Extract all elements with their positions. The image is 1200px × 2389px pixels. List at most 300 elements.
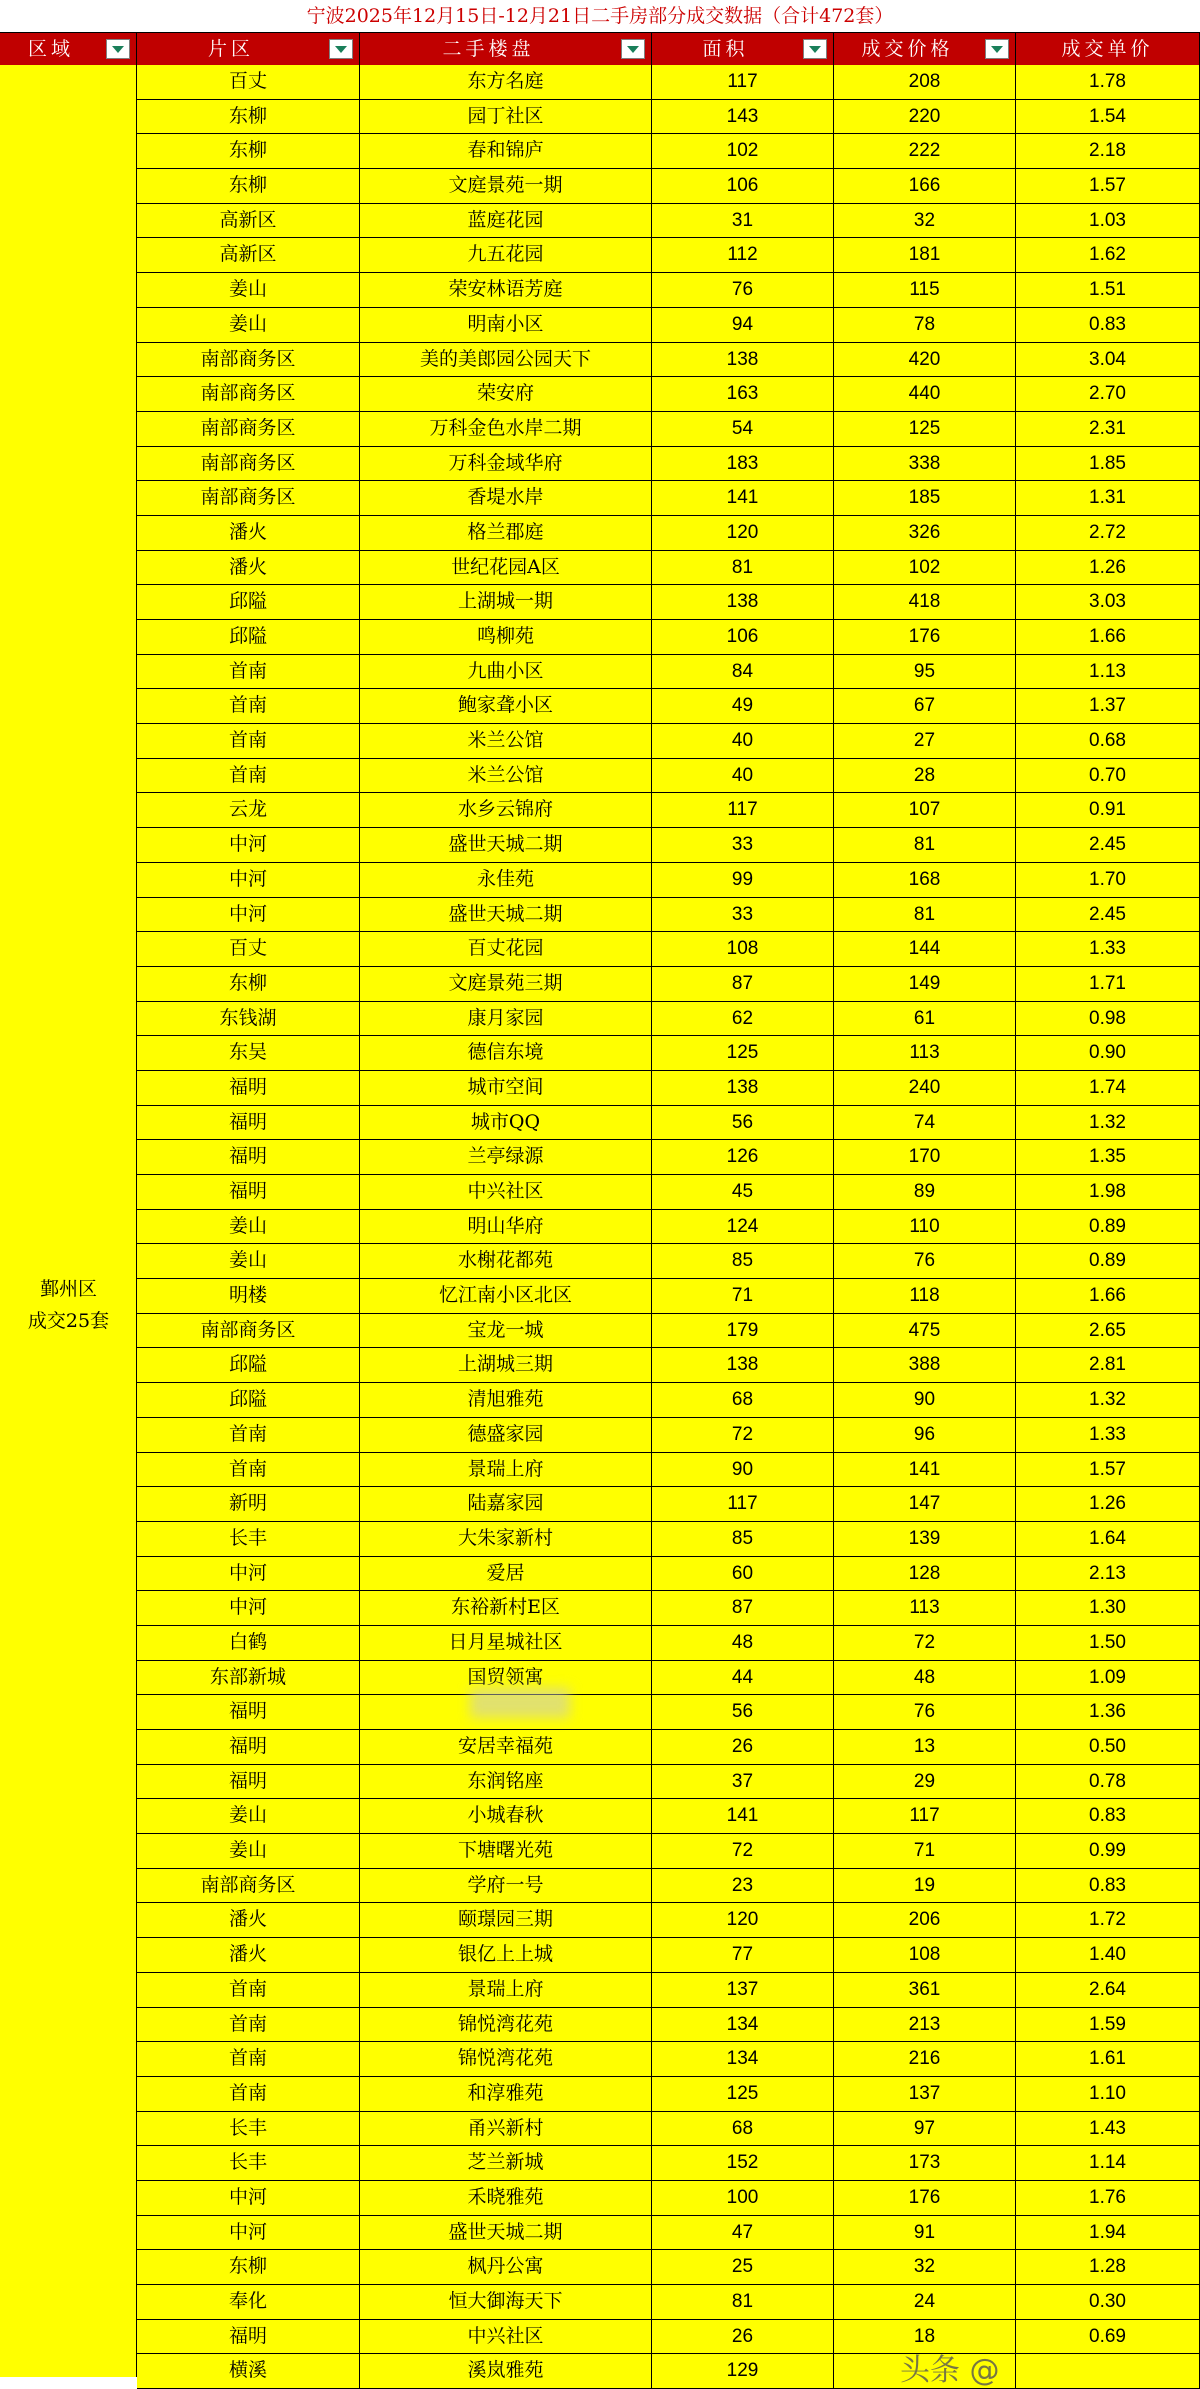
table-row[interactable]: [137, 1695, 1200, 1730]
estate-cell[interactable]: 学府一号: [360, 1869, 652, 1903]
table-row[interactable]: [137, 1314, 1200, 1349]
unit-price-cell[interactable]: 2.31: [1016, 412, 1200, 446]
price-cell[interactable]: 102: [834, 551, 1016, 585]
area-cell[interactable]: 首南: [137, 1418, 360, 1452]
estate-cell[interactable]: 园丁社区: [360, 100, 652, 134]
table-row[interactable]: [137, 1834, 1200, 1869]
table-row[interactable]: [137, 620, 1200, 655]
table-row[interactable]: [137, 481, 1200, 516]
area-cell[interactable]: 高新区: [137, 204, 360, 238]
size-cell[interactable]: 85: [652, 1244, 834, 1278]
size-cell[interactable]: 124: [652, 1210, 834, 1244]
size-cell[interactable]: 77: [652, 1938, 834, 1972]
size-cell[interactable]: 99: [652, 863, 834, 897]
size-cell[interactable]: 68: [652, 2112, 834, 2146]
unit-price-cell[interactable]: 1.10: [1016, 2077, 1200, 2111]
header-unit-price[interactable]: [1016, 33, 1200, 65]
table-row[interactable]: [137, 793, 1200, 828]
table-row[interactable]: [137, 1418, 1200, 1453]
price-cell[interactable]: 137: [834, 2077, 1016, 2111]
unit-price-cell[interactable]: 0.89: [1016, 1244, 1200, 1278]
size-cell[interactable]: 138: [652, 1348, 834, 1382]
size-cell[interactable]: 45: [652, 1175, 834, 1209]
unit-price-cell[interactable]: 1.33: [1016, 932, 1200, 966]
price-cell[interactable]: 91: [834, 2216, 1016, 2250]
size-cell[interactable]: 141: [652, 1799, 834, 1833]
unit-price-cell[interactable]: 0.90: [1016, 1036, 1200, 1070]
price-cell[interactable]: 418: [834, 585, 1016, 619]
size-cell[interactable]: 137: [652, 1973, 834, 2007]
unit-price-cell[interactable]: 1.40: [1016, 1938, 1200, 1972]
estate-cell[interactable]: 东润铭座: [360, 1765, 652, 1799]
size-cell[interactable]: 54: [652, 412, 834, 446]
price-cell[interactable]: 72: [834, 1626, 1016, 1660]
unit-price-cell[interactable]: 2.64: [1016, 1973, 1200, 2007]
size-cell[interactable]: 90: [652, 1453, 834, 1487]
unit-price-cell[interactable]: 1.76: [1016, 2181, 1200, 2215]
area-cell[interactable]: 福明: [137, 1765, 360, 1799]
estate-cell[interactable]: 宝龙一城: [360, 1314, 652, 1348]
estate-cell[interactable]: 兰亭绿源: [360, 1140, 652, 1174]
area-cell[interactable]: 白鹤: [137, 1626, 360, 1660]
area-cell[interactable]: 东钱湖: [137, 1002, 360, 1036]
area-cell[interactable]: 奉化: [137, 2285, 360, 2319]
area-cell[interactable]: 中河: [137, 1591, 360, 1625]
table-row[interactable]: [137, 134, 1200, 169]
estate-cell[interactable]: 鲍家聋小区: [360, 689, 652, 723]
unit-price-cell[interactable]: 2.70: [1016, 377, 1200, 411]
area-cell[interactable]: 东柳: [137, 169, 360, 203]
area-cell[interactable]: 福明: [137, 1175, 360, 1209]
estate-cell[interactable]: 锦悦湾花苑: [360, 2042, 652, 2076]
unit-price-cell[interactable]: 1.66: [1016, 1279, 1200, 1313]
area-cell[interactable]: 南部商务区: [137, 447, 360, 481]
size-cell[interactable]: 112: [652, 238, 834, 272]
unit-price-cell[interactable]: 2.18: [1016, 134, 1200, 168]
estate-cell[interactable]: 小城春秋: [360, 1799, 652, 1833]
unit-price-cell[interactable]: 2.45: [1016, 828, 1200, 862]
estate-cell[interactable]: 东裕新村E区: [360, 1591, 652, 1625]
table-row[interactable]: [137, 967, 1200, 1002]
size-cell[interactable]: 125: [652, 2077, 834, 2111]
price-cell[interactable]: 208: [834, 65, 1016, 99]
unit-price-cell[interactable]: 0.83: [1016, 308, 1200, 342]
unit-price-cell[interactable]: 0.69: [1016, 2320, 1200, 2354]
size-cell[interactable]: 76: [652, 273, 834, 307]
area-cell[interactable]: 中河: [137, 1557, 360, 1591]
size-cell[interactable]: 31: [652, 204, 834, 238]
size-cell[interactable]: 26: [652, 2320, 834, 2354]
table-row[interactable]: [137, 1973, 1200, 2008]
estate-cell[interactable]: 上湖城三期: [360, 1348, 652, 1382]
price-cell[interactable]: 32: [834, 204, 1016, 238]
unit-price-cell[interactable]: 1.64: [1016, 1522, 1200, 1556]
unit-price-cell[interactable]: 0.30: [1016, 2285, 1200, 2319]
price-cell[interactable]: 18: [834, 2320, 1016, 2354]
table-row[interactable]: [137, 204, 1200, 239]
estate-cell[interactable]: 下塘曙光苑: [360, 1834, 652, 1868]
table-row[interactable]: [137, 932, 1200, 967]
estate-cell[interactable]: 蓝庭花园: [360, 204, 652, 238]
price-cell[interactable]: 338: [834, 447, 1016, 481]
area-cell[interactable]: 东柳: [137, 2250, 360, 2284]
estate-cell[interactable]: 城市QQ: [360, 1106, 652, 1140]
area-cell[interactable]: 百丈: [137, 65, 360, 99]
table-row[interactable]: [137, 1487, 1200, 1522]
area-cell[interactable]: 中河: [137, 2181, 360, 2215]
area-cell[interactable]: 南部商务区: [137, 481, 360, 515]
table-row[interactable]: [137, 1730, 1200, 1765]
size-cell[interactable]: 87: [652, 1591, 834, 1625]
area-cell[interactable]: 福明: [137, 1140, 360, 1174]
unit-price-cell[interactable]: 1.03: [1016, 204, 1200, 238]
unit-price-cell[interactable]: 1.71: [1016, 967, 1200, 1001]
price-cell[interactable]: 13: [834, 1730, 1016, 1764]
table-row[interactable]: [137, 447, 1200, 482]
estate-cell[interactable]: 景瑞上府: [360, 1453, 652, 1487]
unit-price-cell[interactable]: 1.66: [1016, 620, 1200, 654]
table-row[interactable]: [137, 1903, 1200, 1938]
table-row[interactable]: [137, 1348, 1200, 1383]
estate-cell[interactable]: 城市空间: [360, 1071, 652, 1105]
size-cell[interactable]: 37: [652, 1765, 834, 1799]
size-cell[interactable]: 102: [652, 134, 834, 168]
table-row[interactable]: [137, 1106, 1200, 1141]
estate-cell[interactable]: 鸣柳苑: [360, 620, 652, 654]
header-district[interactable]: [0, 33, 137, 65]
estate-cell[interactable]: 文庭景苑三期: [360, 967, 652, 1001]
price-cell[interactable]: 48: [834, 1661, 1016, 1695]
size-cell[interactable]: 60: [652, 1557, 834, 1591]
price-cell[interactable]: 24: [834, 2285, 1016, 2319]
unit-price-cell[interactable]: 1.33: [1016, 1418, 1200, 1452]
price-cell[interactable]: 176: [834, 620, 1016, 654]
price-cell[interactable]: 19: [834, 1869, 1016, 1903]
size-cell[interactable]: 106: [652, 620, 834, 654]
table-row[interactable]: [137, 2112, 1200, 2147]
area-cell[interactable]: 姜山: [137, 1834, 360, 1868]
size-cell[interactable]: 117: [652, 1487, 834, 1521]
table-row[interactable]: [137, 585, 1200, 620]
unit-price-cell[interactable]: 1.28: [1016, 2250, 1200, 2284]
unit-price-cell[interactable]: 2.72: [1016, 516, 1200, 550]
price-cell[interactable]: 168: [834, 863, 1016, 897]
unit-price-cell[interactable]: 1.85: [1016, 447, 1200, 481]
unit-price-cell[interactable]: 3.04: [1016, 343, 1200, 377]
unit-price-cell[interactable]: 0.68: [1016, 724, 1200, 758]
area-cell[interactable]: 长丰: [137, 2112, 360, 2146]
size-cell[interactable]: 126: [652, 1140, 834, 1174]
table-row[interactable]: [137, 1869, 1200, 1904]
size-cell[interactable]: 25: [652, 2250, 834, 2284]
size-cell[interactable]: 40: [652, 724, 834, 758]
area-cell[interactable]: 姜山: [137, 1799, 360, 1833]
estate-cell[interactable]: 康月家园: [360, 1002, 652, 1036]
size-cell[interactable]: 85: [652, 1522, 834, 1556]
area-cell[interactable]: 横溪: [137, 2354, 360, 2388]
size-cell[interactable]: 87: [652, 967, 834, 1001]
size-cell[interactable]: 117: [652, 793, 834, 827]
estate-cell[interactable]: 盛世天城二期: [360, 898, 652, 932]
table-row[interactable]: [137, 1140, 1200, 1175]
unit-price-cell[interactable]: 0.83: [1016, 1799, 1200, 1833]
table-row[interactable]: [137, 1244, 1200, 1279]
area-cell[interactable]: 中河: [137, 828, 360, 862]
table-row[interactable]: [137, 1175, 1200, 1210]
area-cell[interactable]: 姜山: [137, 1244, 360, 1278]
area-cell[interactable]: 首南: [137, 724, 360, 758]
price-cell[interactable]: 149: [834, 967, 1016, 1001]
estate-cell[interactable]: 荣安林语芳庭: [360, 273, 652, 307]
area-cell[interactable]: 姜山: [137, 1210, 360, 1244]
price-cell[interactable]: 475: [834, 1314, 1016, 1348]
price-cell[interactable]: 170: [834, 1140, 1016, 1174]
table-row[interactable]: [137, 412, 1200, 447]
unit-price-cell[interactable]: 1.50: [1016, 1626, 1200, 1660]
area-cell[interactable]: 首南: [137, 2008, 360, 2042]
unit-price-cell[interactable]: 0.70: [1016, 759, 1200, 793]
table-row[interactable]: [137, 2320, 1200, 2355]
size-cell[interactable]: 163: [652, 377, 834, 411]
estate-cell[interactable]: 春和锦庐: [360, 134, 652, 168]
price-cell[interactable]: 220: [834, 100, 1016, 134]
price-cell[interactable]: 185: [834, 481, 1016, 515]
unit-price-cell[interactable]: 0.99: [1016, 1834, 1200, 1868]
unit-price-cell[interactable]: 1.26: [1016, 1487, 1200, 1521]
table-row[interactable]: [137, 689, 1200, 724]
size-cell[interactable]: 68: [652, 1383, 834, 1417]
unit-price-cell[interactable]: 2.13: [1016, 1557, 1200, 1591]
unit-price-cell[interactable]: 1.98: [1016, 1175, 1200, 1209]
table-row[interactable]: [137, 238, 1200, 273]
estate-cell[interactable]: 锦悦湾花苑: [360, 2008, 652, 2042]
area-cell[interactable]: 潘火: [137, 516, 360, 550]
area-cell[interactable]: 南部商务区: [137, 1869, 360, 1903]
area-cell[interactable]: 邱隘: [137, 1383, 360, 1417]
size-cell[interactable]: 84: [652, 655, 834, 689]
price-cell[interactable]: 97: [834, 2112, 1016, 2146]
area-cell[interactable]: 南部商务区: [137, 377, 360, 411]
size-cell[interactable]: 33: [652, 898, 834, 932]
price-cell[interactable]: 125: [834, 412, 1016, 446]
price-cell[interactable]: 222: [834, 134, 1016, 168]
region-merged-cell[interactable]: [0, 65, 137, 2377]
price-cell[interactable]: 71: [834, 1834, 1016, 1868]
estate-cell[interactable]: 德盛家园: [360, 1418, 652, 1452]
size-cell[interactable]: 72: [652, 1418, 834, 1452]
estate-cell[interactable]: 景瑞上府: [360, 1973, 652, 2007]
area-cell[interactable]: 潘火: [137, 551, 360, 585]
area-cell[interactable]: 新明: [137, 1487, 360, 1521]
filter-dropdown-icon[interactable]: [985, 39, 1009, 59]
table-row[interactable]: [137, 1036, 1200, 1071]
price-cell[interactable]: 388: [834, 1348, 1016, 1382]
unit-price-cell[interactable]: 1.43: [1016, 2112, 1200, 2146]
area-cell[interactable]: 百丈: [137, 932, 360, 966]
size-cell[interactable]: 56: [652, 1106, 834, 1140]
size-cell[interactable]: 47: [652, 2216, 834, 2250]
estate-cell[interactable]: 和淳雅苑: [360, 2077, 652, 2111]
estate-cell[interactable]: 禾晓雅苑: [360, 2181, 652, 2215]
unit-price-cell[interactable]: 0.89: [1016, 1210, 1200, 1244]
area-cell[interactable]: 长丰: [137, 1522, 360, 1556]
estate-cell[interactable]: 明山华府: [360, 1210, 652, 1244]
table-row[interactable]: [137, 1557, 1200, 1592]
table-row[interactable]: [137, 551, 1200, 586]
area-cell[interactable]: 首南: [137, 689, 360, 723]
header-price[interactable]: [834, 33, 1016, 65]
size-cell[interactable]: 120: [652, 1903, 834, 1937]
size-cell[interactable]: 23: [652, 1869, 834, 1903]
price-cell[interactable]: 166: [834, 169, 1016, 203]
estate-cell[interactable]: 大朱家新村: [360, 1522, 652, 1556]
size-cell[interactable]: 106: [652, 169, 834, 203]
estate-cell[interactable]: 日月星城社区: [360, 1626, 652, 1660]
area-cell[interactable]: 云龙: [137, 793, 360, 827]
unit-price-cell[interactable]: 1.57: [1016, 169, 1200, 203]
unit-price-cell[interactable]: 0.50: [1016, 1730, 1200, 1764]
table-row[interactable]: [137, 724, 1200, 759]
area-cell[interactable]: 东柳: [137, 967, 360, 1001]
price-cell[interactable]: 176: [834, 2181, 1016, 2215]
unit-price-cell[interactable]: 0.98: [1016, 1002, 1200, 1036]
area-cell[interactable]: 东柳: [137, 100, 360, 134]
table-row[interactable]: [137, 759, 1200, 794]
unit-price-cell[interactable]: 3.03: [1016, 585, 1200, 619]
area-cell[interactable]: 福明: [137, 2320, 360, 2354]
price-cell[interactable]: 216: [834, 2042, 1016, 2076]
price-cell[interactable]: 173: [834, 2146, 1016, 2180]
size-cell[interactable]: 129: [652, 2354, 834, 2388]
estate-cell[interactable]: 颐璟园三期: [360, 1903, 652, 1937]
unit-price-cell[interactable]: 1.59: [1016, 2008, 1200, 2042]
unit-price-cell[interactable]: [1016, 2354, 1200, 2388]
table-row[interactable]: [137, 2285, 1200, 2320]
price-cell[interactable]: 139: [834, 1522, 1016, 1556]
price-cell[interactable]: 181: [834, 238, 1016, 272]
unit-price-cell[interactable]: 1.30: [1016, 1591, 1200, 1625]
estate-cell[interactable]: 陆嘉家园: [360, 1487, 652, 1521]
unit-price-cell[interactable]: 0.78: [1016, 1765, 1200, 1799]
unit-price-cell[interactable]: 0.91: [1016, 793, 1200, 827]
price-cell[interactable]: 27: [834, 724, 1016, 758]
price-cell[interactable]: 81: [834, 898, 1016, 932]
table-row[interactable]: [137, 2216, 1200, 2251]
table-row[interactable]: [137, 1002, 1200, 1037]
area-cell[interactable]: 潘火: [137, 1903, 360, 1937]
size-cell[interactable]: 125: [652, 1036, 834, 1070]
estate-cell[interactable]: 荣安府: [360, 377, 652, 411]
area-cell[interactable]: 中河: [137, 2216, 360, 2250]
area-cell[interactable]: 高新区: [137, 238, 360, 272]
price-cell[interactable]: 96: [834, 1418, 1016, 1452]
filter-dropdown-icon[interactable]: [803, 39, 827, 59]
estate-cell[interactable]: 万科金域华府: [360, 447, 652, 481]
unit-price-cell[interactable]: 1.94: [1016, 2216, 1200, 2250]
area-cell[interactable]: 东柳: [137, 134, 360, 168]
price-cell[interactable]: 113: [834, 1036, 1016, 1070]
estate-cell[interactable]: 清旭雅苑: [360, 1383, 652, 1417]
price-cell[interactable]: 32: [834, 2250, 1016, 2284]
area-cell[interactable]: 福明: [137, 1695, 360, 1729]
unit-price-cell[interactable]: 1.70: [1016, 863, 1200, 897]
area-cell[interactable]: 东部新城: [137, 1661, 360, 1695]
area-cell[interactable]: 首南: [137, 2077, 360, 2111]
size-cell[interactable]: 40: [652, 759, 834, 793]
price-cell[interactable]: 67: [834, 689, 1016, 723]
estate-cell[interactable]: 米兰公馆: [360, 759, 652, 793]
table-row[interactable]: [137, 2181, 1200, 2216]
unit-price-cell[interactable]: 0.83: [1016, 1869, 1200, 1903]
size-cell[interactable]: 134: [652, 2042, 834, 2076]
size-cell[interactable]: 152: [652, 2146, 834, 2180]
price-cell[interactable]: 90: [834, 1383, 1016, 1417]
table-row[interactable]: [137, 2077, 1200, 2112]
size-cell[interactable]: 71: [652, 1279, 834, 1313]
unit-price-cell[interactable]: 1.72: [1016, 1903, 1200, 1937]
price-cell[interactable]: 107: [834, 793, 1016, 827]
table-row[interactable]: [137, 1938, 1200, 1973]
size-cell[interactable]: 138: [652, 585, 834, 619]
size-cell[interactable]: 120: [652, 516, 834, 550]
size-cell[interactable]: 138: [652, 343, 834, 377]
unit-price-cell[interactable]: 1.36: [1016, 1695, 1200, 1729]
estate-cell[interactable]: 恒大御海天下: [360, 2285, 652, 2319]
table-row[interactable]: [137, 343, 1200, 378]
area-cell[interactable]: 邱隘: [137, 1348, 360, 1382]
unit-price-cell[interactable]: 2.81: [1016, 1348, 1200, 1382]
price-cell[interactable]: 420: [834, 343, 1016, 377]
price-cell[interactable]: 28: [834, 759, 1016, 793]
estate-cell[interactable]: 溪岚雅苑: [360, 2354, 652, 2388]
price-cell[interactable]: 147: [834, 1487, 1016, 1521]
price-cell[interactable]: 117: [834, 1799, 1016, 1833]
unit-price-cell[interactable]: 1.32: [1016, 1106, 1200, 1140]
area-cell[interactable]: 东吴: [137, 1036, 360, 1070]
size-cell[interactable]: 56: [652, 1695, 834, 1729]
table-row[interactable]: [137, 2042, 1200, 2077]
area-cell[interactable]: 南部商务区: [137, 412, 360, 446]
size-cell[interactable]: 143: [652, 100, 834, 134]
filter-dropdown-icon[interactable]: [621, 39, 645, 59]
price-cell[interactable]: 81: [834, 828, 1016, 862]
price-cell[interactable]: 128: [834, 1557, 1016, 1591]
area-cell[interactable]: 邱隘: [137, 585, 360, 619]
price-cell[interactable]: 113: [834, 1591, 1016, 1625]
table-row[interactable]: [137, 1765, 1200, 1800]
estate-cell[interactable]: 美的美郎园公园天下: [360, 343, 652, 377]
unit-price-cell[interactable]: 2.45: [1016, 898, 1200, 932]
price-cell[interactable]: 95: [834, 655, 1016, 689]
estate-cell[interactable]: 忆江南小区北区: [360, 1279, 652, 1313]
table-row[interactable]: [137, 2250, 1200, 2285]
unit-price-cell[interactable]: 1.74: [1016, 1071, 1200, 1105]
price-cell[interactable]: 361: [834, 1973, 1016, 2007]
estate-cell[interactable]: 明南小区: [360, 308, 652, 342]
table-row[interactable]: [137, 273, 1200, 308]
unit-price-cell[interactable]: 1.54: [1016, 100, 1200, 134]
filter-dropdown-icon[interactable]: [329, 39, 353, 59]
size-cell[interactable]: 44: [652, 1661, 834, 1695]
area-cell[interactable]: 邱隘: [137, 620, 360, 654]
table-row[interactable]: [137, 655, 1200, 690]
table-row[interactable]: [137, 828, 1200, 863]
estate-cell[interactable]: 中兴社区: [360, 1175, 652, 1209]
estate-cell[interactable]: 文庭景苑一期: [360, 169, 652, 203]
area-cell[interactable]: 姜山: [137, 308, 360, 342]
unit-price-cell[interactable]: 1.37: [1016, 689, 1200, 723]
area-cell[interactable]: 首南: [137, 1453, 360, 1487]
